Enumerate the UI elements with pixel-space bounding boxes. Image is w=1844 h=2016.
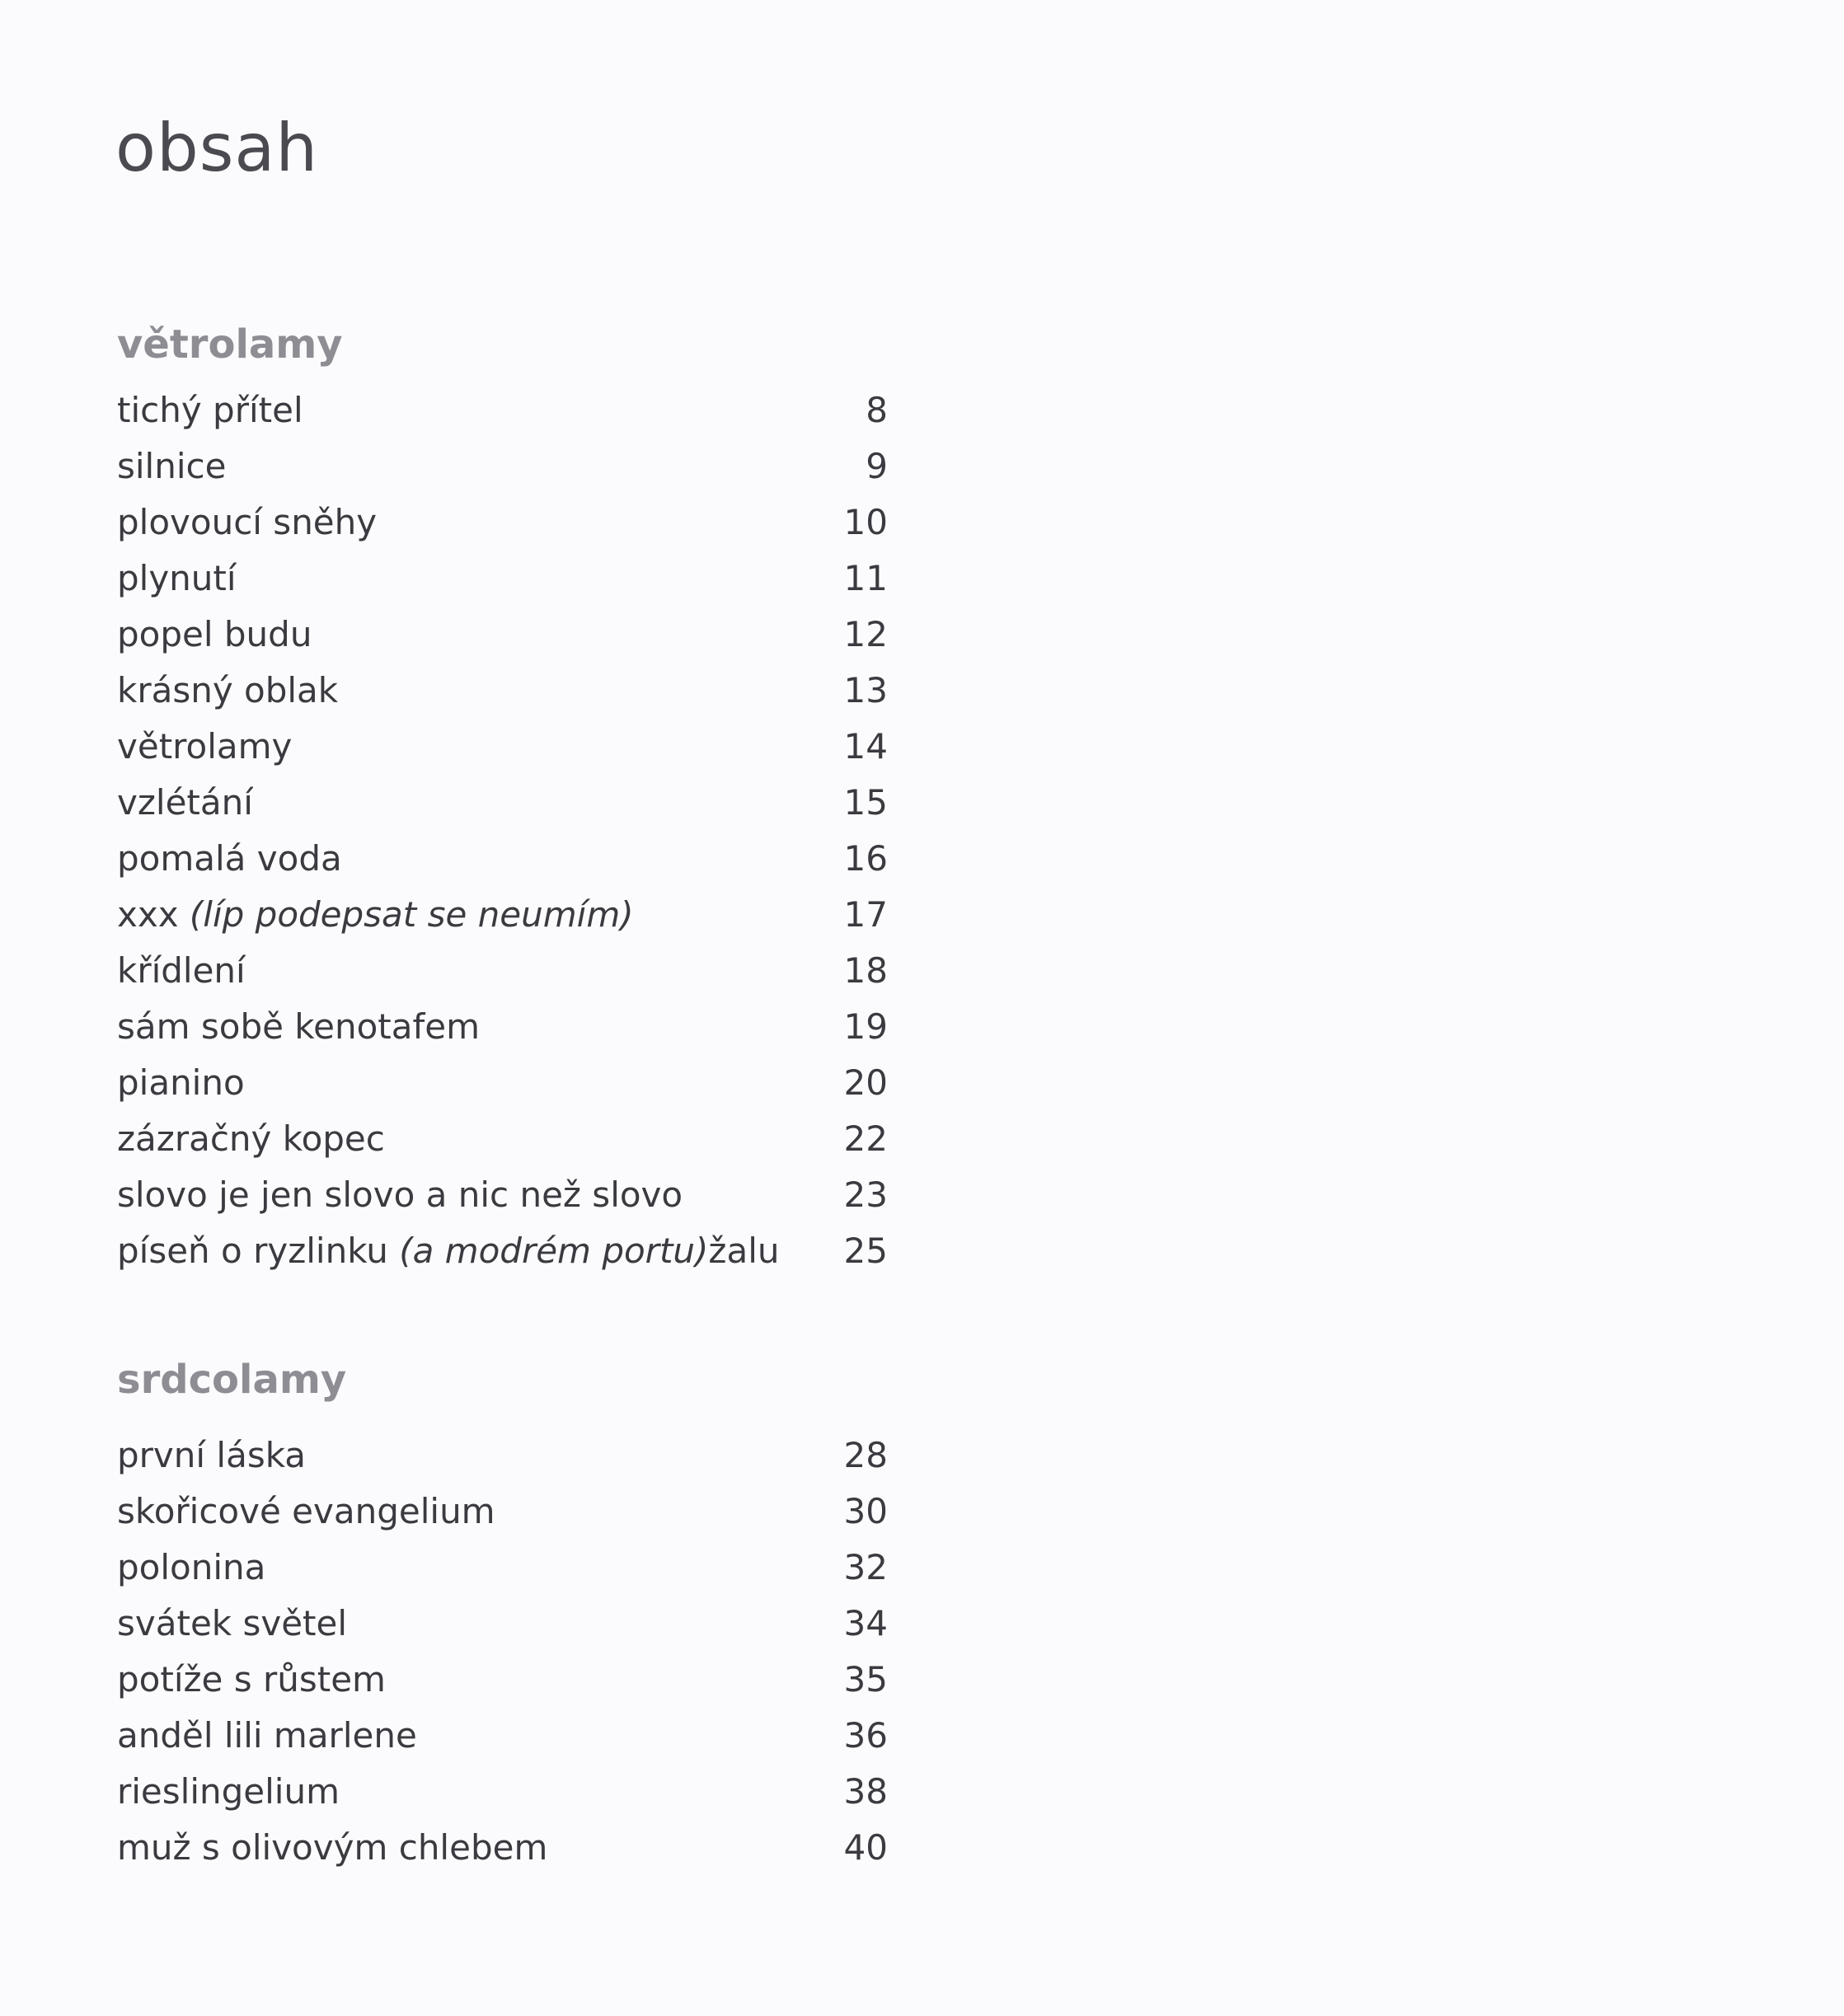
toc-entry-title: vzlétání (117, 782, 253, 823)
toc-entry-title: popel budu (117, 614, 312, 654)
toc-entry-page: 19 (843, 1006, 888, 1047)
toc-entry (117, 1428, 888, 1484)
toc-entry-title: muž s olivovým chlebem (117, 1827, 548, 1868)
toc-section-srdcolamy (117, 1352, 888, 1876)
toc-entry-page: 9 (866, 446, 888, 486)
toc-entry-title: plovoucí sněhy (117, 502, 378, 542)
toc-entry (117, 551, 888, 607)
toc-entry-page: 35 (843, 1659, 888, 1700)
toc-entry-title-italic: (líp podepsat se neumím) (189, 894, 634, 935)
toc-entry (117, 1167, 888, 1223)
toc-entry (117, 663, 888, 719)
toc-list (117, 382, 888, 1279)
toc-entry-title: křídlení (117, 950, 246, 991)
toc-entry (117, 438, 888, 495)
toc-entry-page: 17 (843, 894, 888, 935)
toc-entry (117, 943, 888, 999)
toc-entry (117, 831, 888, 887)
toc-entry-page: 16 (843, 838, 888, 879)
toc-entry (117, 1540, 888, 1596)
toc-entry-title: pomalá voda (117, 838, 342, 879)
toc-entry-title: sám sobě kenotafem (117, 1006, 481, 1047)
toc-entry (117, 999, 888, 1055)
toc-entry-page: 22 (843, 1118, 888, 1159)
toc-section-vetrolamy (117, 316, 888, 1279)
toc-entry-page: 34 (843, 1603, 888, 1643)
toc-entry-page: 32 (843, 1547, 888, 1587)
toc-entry-page: 40 (843, 1827, 888, 1868)
toc-entry-title (117, 887, 634, 943)
toc-entry-title: plynutí (117, 558, 237, 598)
toc-entry-title: pianino (117, 1062, 245, 1103)
toc-entry (117, 1820, 888, 1876)
toc-entry-page: 10 (843, 502, 888, 542)
toc-entry (117, 1708, 888, 1764)
toc-entry-page: 30 (843, 1491, 888, 1531)
toc-entry-page: 23 (843, 1174, 888, 1215)
toc-entry-title: první láska (117, 1435, 307, 1475)
toc-list (117, 1428, 888, 1876)
toc-entry-title-plain: xxx (117, 894, 190, 935)
toc-entry (117, 775, 888, 831)
toc-entry-title: silnice (117, 446, 227, 486)
toc-entry-title-plain: píseň o ryzlinku (117, 1231, 400, 1271)
toc-entry-title: anděl lili marlene (117, 1715, 417, 1756)
toc-entry-title: polonina (117, 1547, 266, 1587)
toc-entry-page: 20 (843, 1062, 888, 1103)
toc-entry-page: 18 (843, 950, 888, 991)
toc-entry (117, 719, 888, 775)
section-heading: větrolamy (117, 321, 343, 368)
toc-entry-page: 13 (843, 670, 888, 710)
toc-entry-title: zázračný kopec (117, 1118, 385, 1159)
toc-entry-title: slovo je jen slovo a nic než slovo (117, 1174, 683, 1215)
toc-entry-title (117, 1223, 780, 1279)
toc-entry (117, 1223, 888, 1279)
toc-entry-title: větrolamy (117, 726, 293, 767)
toc-entry (117, 382, 888, 438)
toc-entry-page: 38 (843, 1771, 888, 1812)
toc-entry-page: 15 (843, 782, 888, 823)
toc-entry (117, 1055, 888, 1111)
toc-entry-page: 14 (843, 726, 888, 767)
toc-entry (117, 1652, 888, 1708)
toc-entry-title: rieslingelium (117, 1771, 340, 1812)
toc-entry-page: 11 (843, 558, 888, 598)
toc-entry (117, 1484, 888, 1540)
toc-entry-page: 25 (843, 1231, 888, 1271)
toc-entry-title: tichý přítel (117, 390, 303, 430)
toc-entry-title: svátek světel (117, 1603, 348, 1643)
toc-entry (117, 1764, 888, 1820)
toc-entry-title: skořicové evangelium (117, 1491, 495, 1531)
toc-entry (117, 887, 888, 943)
toc-entry-title: krásný oblak (117, 670, 339, 710)
page-title: obsah (115, 110, 319, 186)
toc-entry-page: 28 (843, 1435, 888, 1475)
toc-entry (117, 1111, 888, 1167)
section-heading: srdcolamy (117, 1357, 347, 1403)
toc-entry (117, 607, 888, 663)
toc-entry (117, 1596, 888, 1652)
toc-entry-page: 36 (843, 1715, 888, 1756)
toc-entry-page: 12 (843, 614, 888, 654)
toc-entry (117, 495, 888, 551)
toc-entry-title: potíže s růstem (117, 1659, 386, 1700)
toc-entry-title-italic: (a modrém portu) (399, 1231, 709, 1271)
toc-entry-page: 8 (866, 390, 888, 430)
toc-entry-title-after: žalu (708, 1231, 780, 1271)
